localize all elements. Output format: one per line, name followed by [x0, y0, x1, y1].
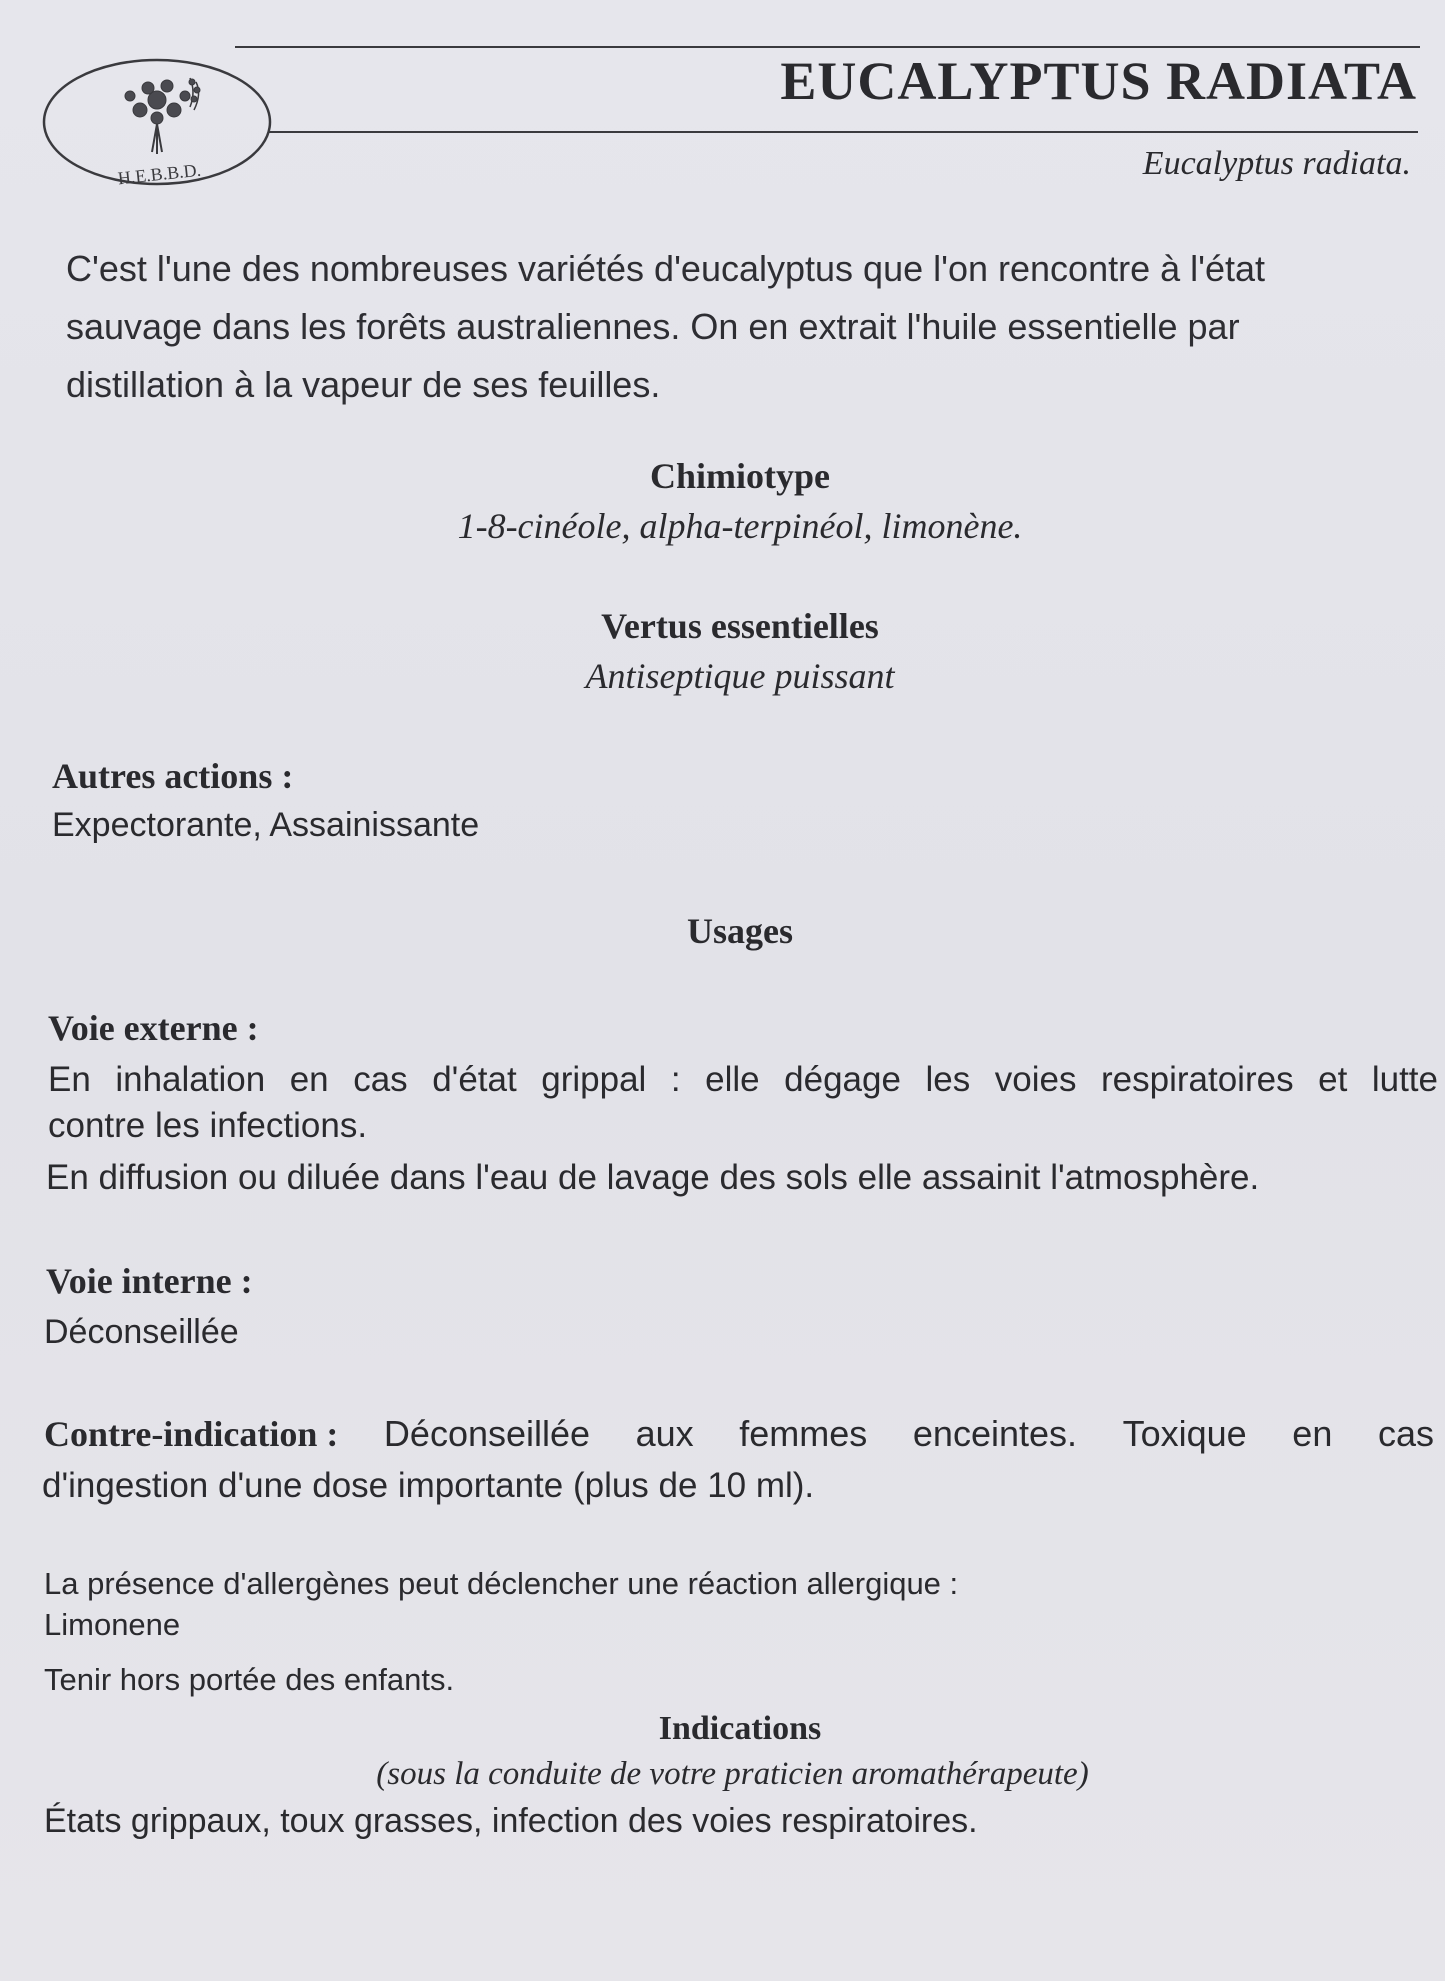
usages-heading: Usages [687, 911, 793, 951]
word: cas [1377, 1413, 1434, 1454]
indications-value: États grippaux, toux grasses, infection des voies respiratoires. [44, 1802, 978, 1840]
intro-paragraph [66, 240, 1416, 414]
allergenes-line-3: Tenir hors portée des enfants. [44, 1662, 455, 1697]
word: En [48, 1060, 91, 1099]
flower-bouquet-icon [125, 78, 200, 154]
vertus-heading: Vertus essentielles [601, 606, 879, 646]
voie-externe-line-1 [48, 1060, 1438, 1100]
word: aux [635, 1413, 694, 1454]
voie-externe-label: Voie externe : [48, 1008, 259, 1048]
word: et [1318, 1060, 1348, 1099]
contre-indication-line-1 [44, 1413, 1434, 1455]
intro-line: C'est l'une des nombreuses variétés d'eucalyptus que l'on rencontre à l'état [66, 248, 1266, 289]
word: : [670, 1060, 681, 1099]
logo-text: H.E.B.B.D. [116, 159, 202, 189]
page-title: EUCALYPTUS RADIATA [780, 51, 1417, 111]
word: enceintes. [912, 1413, 1078, 1454]
hebbd-logo [40, 52, 275, 197]
autres-actions-heading [52, 755, 293, 797]
contre-indication-line-2: d'ingestion d'une dose importante (plus de 10 ml). [42, 1466, 815, 1505]
voie-interne-value: Déconseillée [44, 1313, 239, 1351]
voie-externe-line-3: En diffusion ou diluée dans l'eau de lavage des sols elle assainit l'atmosphère. [46, 1158, 1260, 1197]
word: en [289, 1060, 329, 1099]
contre-indication-label: Contre-indication : [44, 1414, 339, 1454]
word: les [925, 1060, 971, 1099]
voie-interne-label: Voie interne : [46, 1261, 253, 1301]
indications-heading: Indications [658, 1710, 822, 1747]
allergenes-line-2: Limonene [44, 1607, 181, 1642]
vertus-value: Antiseptique puissant [585, 656, 895, 696]
word: d'état [432, 1060, 517, 1099]
word: grippal [541, 1060, 647, 1099]
word: femmes [739, 1413, 868, 1454]
word: voies [994, 1060, 1077, 1099]
latin-name: Eucalyptus radiata. [1142, 145, 1411, 182]
word: Toxique [1122, 1413, 1247, 1454]
voie-externe-heading [48, 1007, 259, 1049]
intro-line: distillation à la vapeur de ses feuilles. [66, 364, 661, 405]
allergenes-line-1: La présence d'allergènes peut déclencher une réaction allergique : [44, 1566, 959, 1601]
word: inhalation [115, 1060, 266, 1099]
word: Déconseillée [383, 1413, 591, 1454]
voie-interne-heading [46, 1260, 253, 1302]
autres-actions-label: Autres actions : [52, 756, 294, 796]
header-rule-bottom [268, 131, 1418, 133]
word: cas [353, 1060, 408, 1099]
indications-subheading: (sous la conduite de votre praticien aromathérapeute) [376, 1756, 1089, 1792]
autres-actions-value: Expectorante, Assainissante [52, 806, 480, 844]
word: respiratoires [1101, 1060, 1294, 1099]
word: elle [705, 1060, 760, 1099]
chimiotype-heading: Chimiotype [650, 456, 830, 496]
word: dégage [784, 1060, 901, 1099]
word: en [1292, 1413, 1333, 1454]
chimiotype-value: 1-8-cinéole, alpha-terpinéol, limonène. [457, 506, 1023, 546]
word: lutte [1371, 1060, 1438, 1099]
header-rule-top [235, 46, 1420, 48]
voie-externe-line-2: contre les infections. [48, 1106, 368, 1145]
intro-line: sauvage dans les forêts australiennes. On en extrait l'huile essentielle par [66, 306, 1240, 347]
